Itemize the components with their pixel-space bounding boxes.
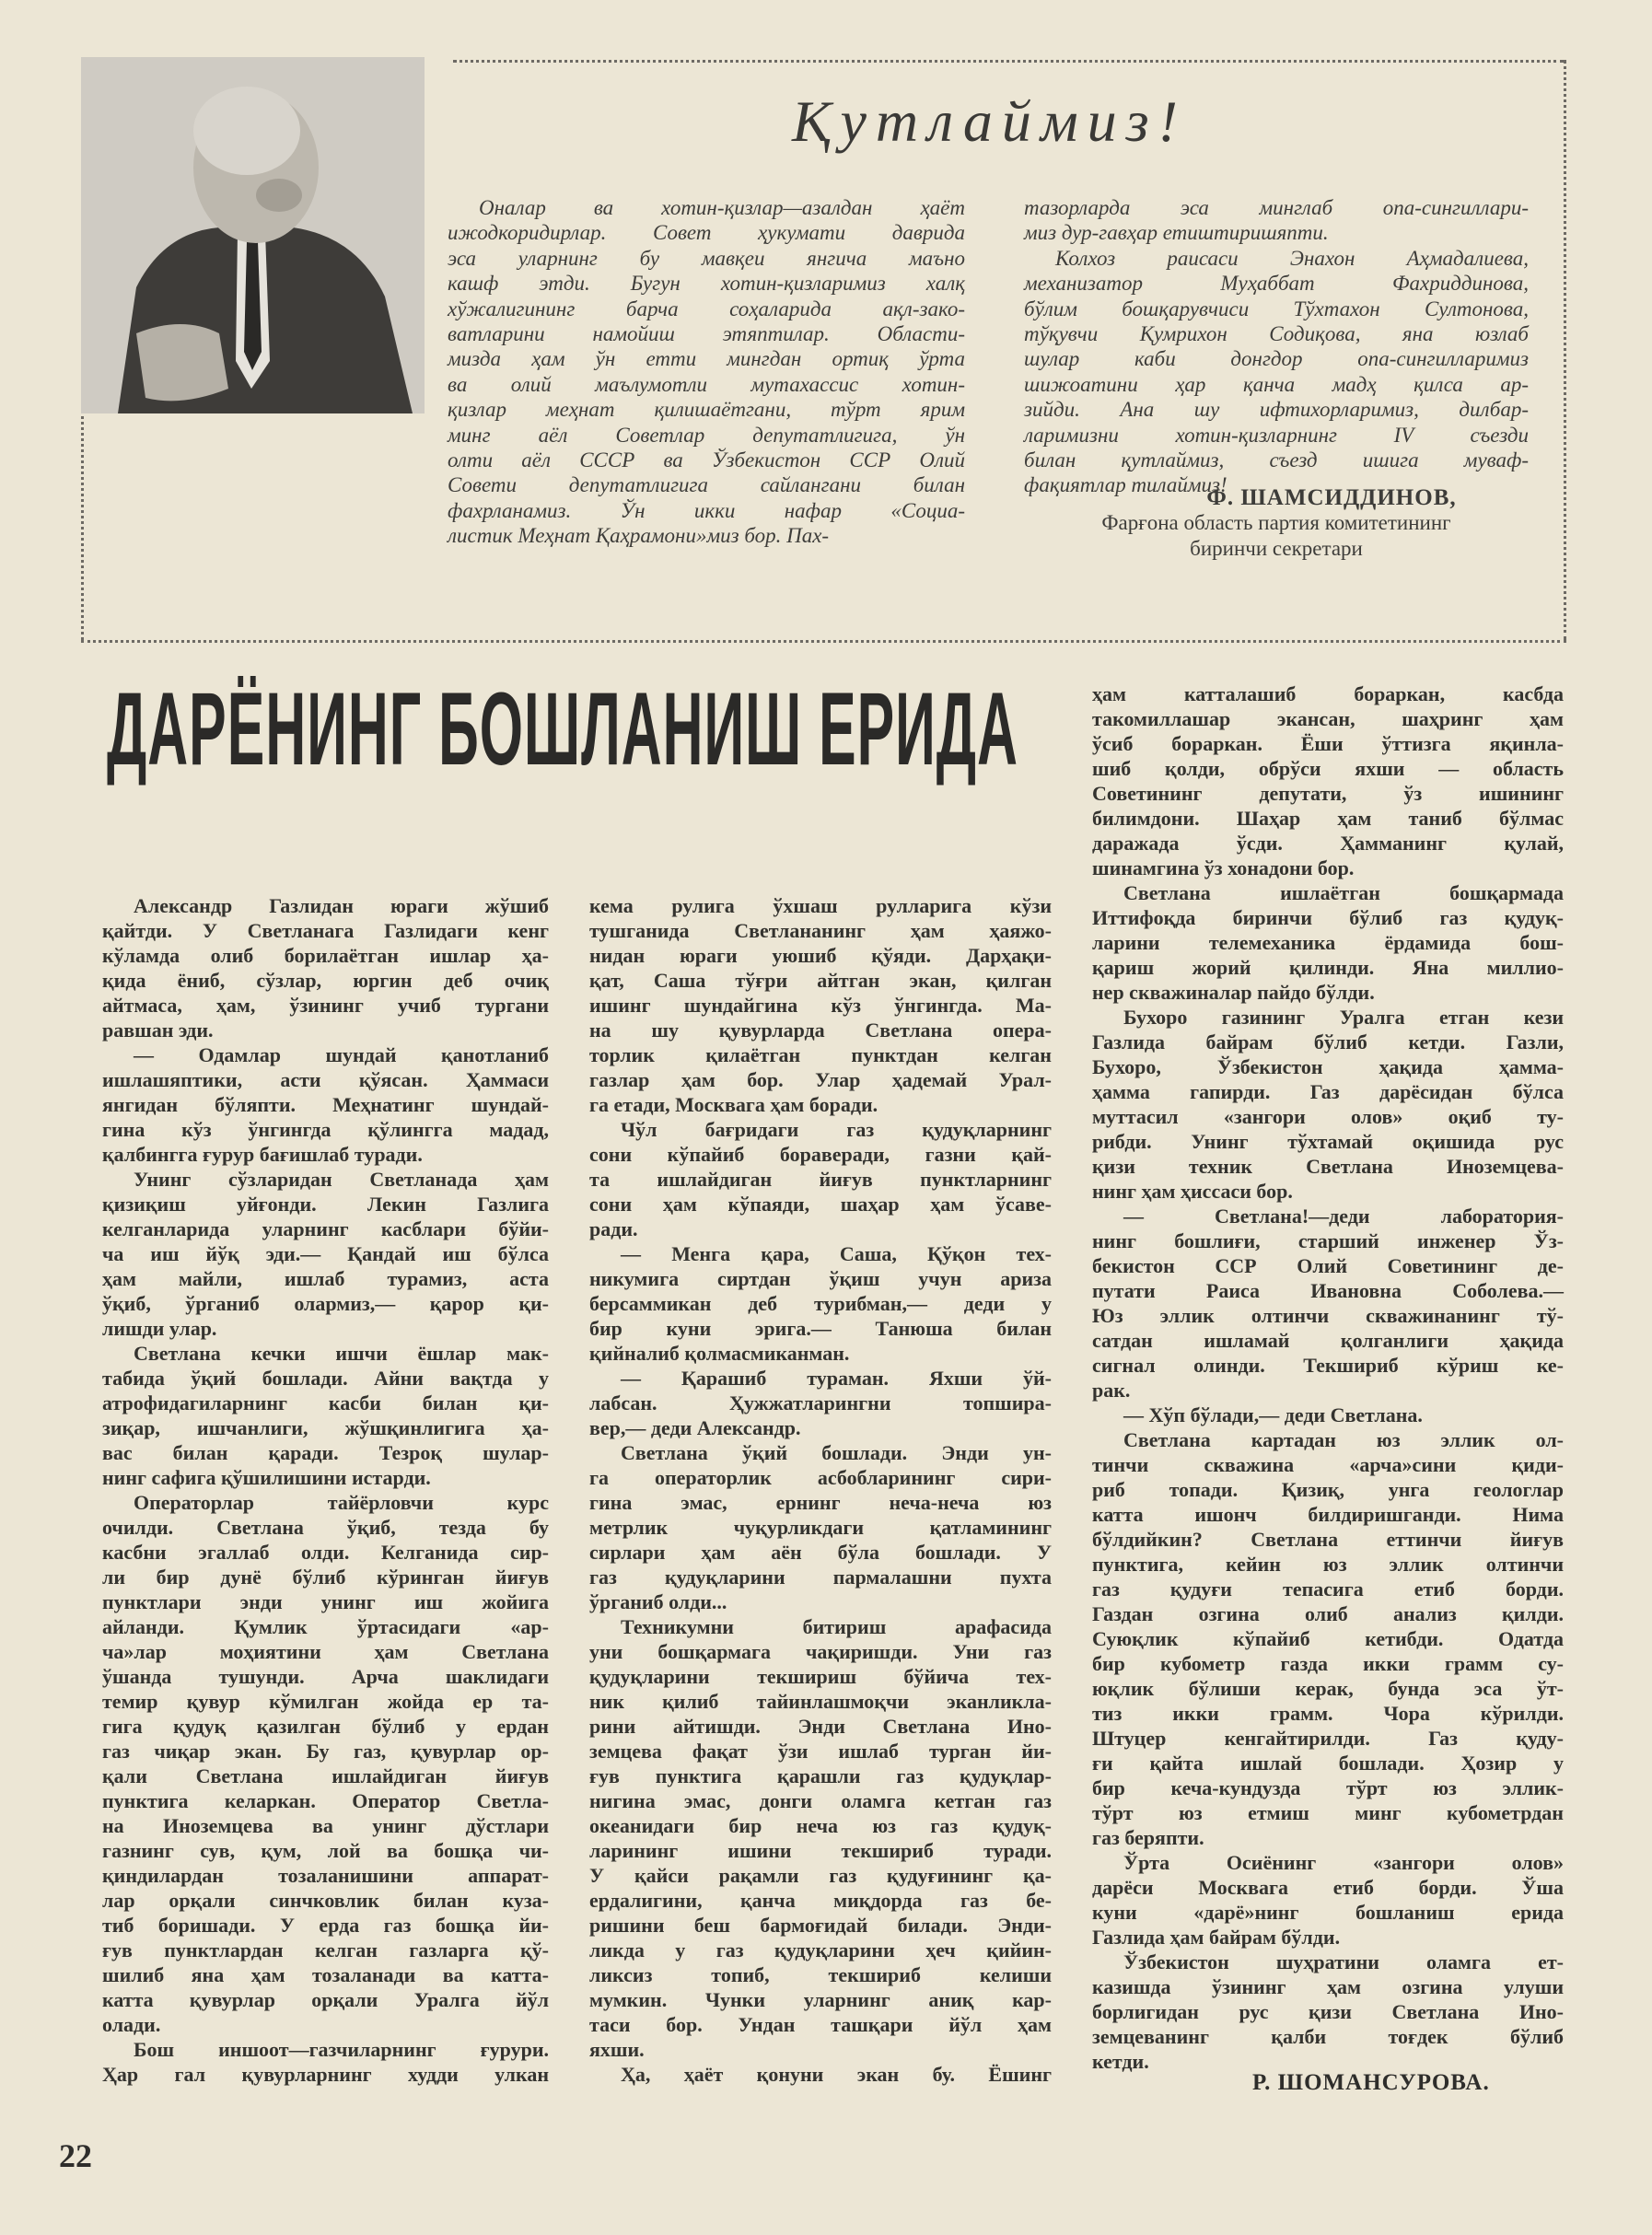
text-line: газлар ҳам бор. Улар ҳадемай Урал- xyxy=(589,1068,1052,1091)
text-line: қудуқларини текшириш бўйича тех- xyxy=(589,1665,1052,1688)
paragraph xyxy=(448,195,965,549)
text-line: вас билан қаради. Тезроқ шулар- xyxy=(102,1441,549,1464)
text-line: қат, Саша тўғри айтган экан, қилган xyxy=(589,969,1052,992)
text-line: темир қувур кўмилган жойда ер та- xyxy=(102,1690,549,1713)
paragraph xyxy=(1024,246,1529,498)
text-line: рак. xyxy=(1092,1379,1131,1402)
text-line: бўлдийкин? Светлана еттинчи йиғув xyxy=(1092,1528,1564,1551)
paragraph xyxy=(1024,195,1529,246)
text-line: ликда у газ қудуқларини ҳеч қийин- xyxy=(589,1938,1052,1961)
text-line: казишда ўзининг ҳам озгина улуши xyxy=(1092,1975,1564,1998)
text-line: ишинг шундайгина кўз ўнгингда. Ма- xyxy=(589,994,1052,1017)
text-line: Ҳар гал қувурларнинг худди улкан xyxy=(102,2063,549,2086)
text-line: пунктига, кейин юз эллик олтинчи xyxy=(1092,1553,1564,1576)
text-line: фахрланамиз. Ўн икки нафар «Социа- xyxy=(448,498,965,522)
text-line: пунктига келаркан. Оператор Светла- xyxy=(102,1789,549,1812)
text-line: кема рулига ўхшаш рулларига кўзи xyxy=(589,894,1052,917)
paragraph xyxy=(1092,880,1564,1005)
paragraph xyxy=(1092,1950,1564,2074)
text-line: ўшанда тушунди. Арча шаклидаги xyxy=(102,1665,549,1688)
text-line: Бош иншоот—газчиларнинг ғурури. xyxy=(134,2038,549,2061)
paragraph xyxy=(589,893,1052,1117)
text-line: лишди улар. xyxy=(102,1317,217,1340)
text-line: қизиқиш уйғонди. Лекин Газлига xyxy=(102,1193,549,1216)
text-line: даражада ўсди. Ҳамманинг қулай, xyxy=(1092,832,1564,855)
text-line: Иттифоқда биринчи бўлиб газ қудуқ- xyxy=(1092,906,1564,929)
text-line: кўламда олиб борилаётган ишлар ҳа- xyxy=(102,944,549,967)
box-border-top xyxy=(453,60,1564,63)
article-column-3 xyxy=(1092,681,1564,2074)
text-line: Совети депутатлигига сайлангани билан xyxy=(448,473,965,497)
text-line: ларини телемеханика ёрдамида бош- xyxy=(1092,931,1564,954)
text-line: торлик қилаётган пунктдан келган xyxy=(589,1043,1052,1066)
text-line: лабсан. Ҳужжатларингни топшира- xyxy=(589,1391,1052,1414)
text-line: ларининг ишини текшириб туради. xyxy=(589,1839,1052,1862)
text-line: қида ёниб, сўзлар, юргин деб очиқ xyxy=(102,969,549,992)
text-line: сигнал олинди. Текшириб кўриш ке- xyxy=(1092,1354,1564,1377)
paragraph xyxy=(1092,1850,1564,1950)
text-line: Советининг депутати, ўз ишининг xyxy=(1092,782,1564,805)
text-line: риб топади. Қизиқ, унга геологлар xyxy=(1092,1478,1564,1501)
text-line: Светлана ишлаётган бошқармада xyxy=(1123,881,1564,904)
text-line: муттасил «зангори олов» оқиб ту- xyxy=(1092,1105,1564,1128)
paragraph xyxy=(1092,1005,1564,1204)
text-line: — Менга қара, Саша, Қўқон тех- xyxy=(621,1242,1052,1265)
article-headline: ДАРЁНИНГ БОШЛАНИШ ЕРИДА xyxy=(107,671,1018,787)
text-line: — Одамлар шундай қанотланиб xyxy=(134,1043,549,1066)
article-author: Р. ШОМАНСУРОВА. xyxy=(1252,2070,1490,2095)
text-line: ғув пунктлардан келган газларга қў- xyxy=(102,1938,549,1961)
text-line: дарёси Москвага етиб борди. Ўша xyxy=(1092,1876,1564,1899)
text-line: га операторлик асбобларининг сири- xyxy=(589,1466,1052,1489)
paragraph xyxy=(102,2037,549,2087)
text-line: қали Светлана ишлайдиган йиғув xyxy=(102,1764,549,1787)
text-line: ердалигини, қанча миқдорда газ бе- xyxy=(589,1889,1052,1912)
text-line: қиндилардан тозаланишини аппарат- xyxy=(102,1864,549,1887)
text-line: бир кубометр газда икки грамм су- xyxy=(1092,1652,1564,1675)
text-line: қариш жорий қилинди. Яна миллио- xyxy=(1092,956,1564,979)
text-line: олти аёл СССР ва Ўзбекистон ССР Олий xyxy=(448,448,965,472)
text-line: тиз икки грамм. Чора кўрилди. xyxy=(1092,1702,1564,1725)
text-line: тўрт юз етмиш минг кубометрдан xyxy=(1092,1801,1564,1824)
greeting-title: Қутлаймиз! xyxy=(792,88,1187,154)
text-line: кетди. xyxy=(1092,2050,1149,2073)
text-line: сони кўпайиб бораверади, газни қай- xyxy=(589,1143,1052,1166)
text-line: лар орқали синчковлик билан куза- xyxy=(102,1889,549,1912)
text-line: таси бор. Ундан ташқари йўл ҳам xyxy=(589,2013,1052,2036)
text-line: шинамгина ўз хонадони бор. xyxy=(1092,856,1355,879)
text-line: сатдан ишламай қолганлиги ҳақида xyxy=(1092,1329,1564,1352)
text-line: Александр Газлидан юраги жўшиб xyxy=(134,894,549,917)
text-line: Светлана картадан юз эллик ол- xyxy=(1123,1428,1564,1451)
text-line: қизлар меҳнат қилишаётгани, тўрт ярим xyxy=(448,398,965,422)
text-line: ўсиб бораркан. Ёши ўттизга яқинла- xyxy=(1092,732,1564,755)
text-line: тушганида Светлананинг ҳам ҳаяжо- xyxy=(589,919,1052,942)
text-line: ник қилиб тайинлашмоқчи эканликла- xyxy=(589,1690,1052,1713)
text-line: миз дур-гавҳар етиштиришяпти. xyxy=(1024,221,1329,245)
text-line: Суюқлик кўпайиб кетибди. Одатда xyxy=(1092,1627,1564,1650)
text-line: нинг бошлиғи, старший инженер Ўз- xyxy=(1092,1229,1564,1252)
article-column-2 xyxy=(589,893,1052,2087)
text-line: ча»лар моҳиятини ҳам Светлана xyxy=(102,1640,549,1663)
text-line: ли бир дунё бўлиб кўринган йиғув xyxy=(102,1566,549,1589)
paragraph xyxy=(1092,1427,1564,1850)
text-line: Ҳа, ҳаёт қонуни экан бу. Ёшинг xyxy=(621,2063,1052,2086)
text-line: қийналиб қолмасмиканман. xyxy=(589,1342,850,1365)
text-line: катта қувурлар орқали Уралга йўл xyxy=(102,1988,549,2011)
text-line: ришини беш бармоғидай билади. Энди- xyxy=(589,1914,1052,1937)
text-line: газнинг сув, қум, лой ва бошқа чи- xyxy=(102,1839,549,1862)
text-line: ча иш йўқ эди.— Қандай иш бўлса xyxy=(102,1242,549,1265)
signature-position-line-2: биринчи секретари xyxy=(1190,536,1363,560)
text-line: шилиб яна ҳам тозаланади ва катта- xyxy=(102,1963,549,1986)
text-line: листик Меҳнат Қаҳрамони»миз бор. Пах- xyxy=(448,524,830,548)
text-line: ишлашяптики, асти қўясан. Ҳаммаси xyxy=(102,1068,549,1091)
paragraph xyxy=(102,1490,549,2037)
text-line: келганларида уларнинг касблари бўйи- xyxy=(102,1217,549,1240)
text-line: земцева фақат ўзи ишлаб турган йи- xyxy=(589,1740,1052,1763)
text-line: Бухоро газининг Уралга етган кези xyxy=(1123,1006,1564,1029)
paragraph xyxy=(589,2062,1052,2087)
text-line: гина кўз ўнгингда қўлингга мадад, xyxy=(102,1118,549,1141)
text-line: қалбингга ғурур бағишлаб туради. xyxy=(102,1143,423,1166)
text-line: Операторлар тайёрловчи курс xyxy=(134,1491,549,1514)
text-line: айтмаса, ҳам, ўзининг учиб тургани xyxy=(102,994,549,1017)
text-line: касбни эгаллаб олди. Келганида сир- xyxy=(102,1541,549,1564)
paragraph xyxy=(102,1341,549,1490)
text-line: ўқиб, ўрганиб олармиз,— қарор қи- xyxy=(102,1292,549,1315)
box-border-left xyxy=(81,416,84,640)
signature-position-line-1: Фарғона область партия комитетининг xyxy=(1101,511,1451,535)
text-line: уни бошқармага чақиришди. Уни газ xyxy=(589,1640,1052,1663)
text-line: қизи техник Светлана Иноземцева- xyxy=(1092,1155,1564,1178)
text-line: табида ўқий бошлади. Айни вақтда у xyxy=(102,1367,549,1390)
article-column-1 xyxy=(102,893,549,2087)
text-line: шижоатини ҳар қанча мадҳ қилса ар- xyxy=(1024,372,1529,396)
text-line: айланди. Қумлик ўртасидаги «ар- xyxy=(102,1615,549,1638)
text-line: ҳам катталашиб бораркан, касбда xyxy=(1092,682,1564,705)
text-line: Бухоро, Ўзбекистон ҳақида ҳамма- xyxy=(1092,1055,1564,1078)
text-line: бир куни эрига.— Танюша билан xyxy=(589,1317,1052,1340)
text-line: Техникумни битириш арафасида xyxy=(621,1615,1052,1638)
text-line: Штуцер кенгайтирилди. Газ қуду- xyxy=(1092,1727,1564,1750)
text-line: Оналар ва хотин-қизлар—азалдан ҳаёт xyxy=(479,196,965,219)
text-line: путати Раиса Ивановна Соболева.— xyxy=(1092,1279,1564,1302)
text-line: ва олий маълумотли мутахассис хотин- xyxy=(448,372,965,396)
text-line: равшан эди. xyxy=(102,1019,214,1042)
text-line: янгидан бўляпти. Меҳнатинг шундай- xyxy=(102,1093,549,1116)
text-line: Колхоз раисаси Энахон Аҳмадалиева, xyxy=(1055,246,1529,270)
text-line: такомиллашар экансан, шаҳринг ҳам xyxy=(1092,707,1564,730)
text-line: мумкин. Чунки уларнинг аниқ кар- xyxy=(589,1988,1052,2011)
text-line: — Светлана!—деди лаборатория- xyxy=(1123,1205,1564,1228)
text-line: рини айтишди. Энди Светлана Ино- xyxy=(589,1715,1052,1738)
paragraph xyxy=(1092,1403,1564,1427)
text-line: билимдони. Шаҳар ҳам таниб бўлмас xyxy=(1092,807,1564,830)
paragraph xyxy=(102,1167,549,1341)
page-number: 22 xyxy=(59,2137,92,2174)
paragraph xyxy=(102,1042,549,1167)
paragraph xyxy=(589,1366,1052,1440)
text-line: қайтди. У Светланага Газлидаги кенг xyxy=(102,919,549,942)
text-line: У қайси рақамли газ қудуғининг қа- xyxy=(589,1864,1052,1887)
text-line: Газлида байрам бўлиб кетди. Газли, xyxy=(1092,1030,1564,1053)
text-line: сони ҳам кўпаяди, шаҳар ҳам ўсаве- xyxy=(589,1193,1052,1216)
text-line: ғув пунктига қарашли газ қудуқлар- xyxy=(589,1764,1052,1787)
text-line: тазорларда эса минглаб опа-сингиллари- xyxy=(1024,196,1529,219)
text-line: ҳамма гапирди. Газ дарёсидан бўлса xyxy=(1092,1080,1564,1103)
paragraph xyxy=(589,1117,1052,1241)
text-line: зиқар, ишчанлиги, жўшқинлигига ҳа- xyxy=(102,1416,549,1439)
text-line: нинг сафига қўшилишини истарди. xyxy=(102,1466,431,1489)
text-line: тўқувчи Қумрихон Содиқова, яна юзлаб xyxy=(1024,322,1529,346)
text-line: шиб қолди, обрўси яхши — область xyxy=(1092,757,1564,780)
text-line: механизатор Муҳаббат Фахриддинова, xyxy=(1024,272,1529,296)
text-line: мизда ҳам ўн етти мингдан ортиқ ўрта xyxy=(448,347,965,371)
text-line: куни «дарё»нинг бошланиш ерида xyxy=(1092,1901,1564,1924)
text-line: нер скважиналар пайдо бўлди. xyxy=(1092,981,1375,1004)
text-line: ижодкоридирлар. Совет ҳукумати даврида xyxy=(448,221,965,245)
text-line: на Иноземцева ва унинг дўстлари xyxy=(102,1814,549,1837)
paragraph xyxy=(1092,1204,1564,1403)
text-line: Светлана кечки ишчи ёшлар мак- xyxy=(134,1342,549,1365)
paragraph xyxy=(589,1440,1052,1614)
text-line: ўрганиб олди... xyxy=(589,1590,727,1613)
paragraph xyxy=(102,893,549,1042)
text-line: ради. xyxy=(589,1217,638,1240)
box-border-bottom xyxy=(81,640,1566,643)
text-line: ларимизни хотин-қизларнинг IV съезди xyxy=(1024,423,1529,447)
text-line: рибди. Унинг тўхтамай оқишида рус xyxy=(1092,1130,1564,1153)
text-line: бир кеча-кундузда тўрт юз эллик- xyxy=(1092,1776,1564,1799)
text-line: шулар каби донгдор опа-сингилларимиз xyxy=(1024,347,1529,371)
text-line: га етади, Москвага ҳам боради. xyxy=(589,1093,878,1116)
text-line: олади. xyxy=(102,2013,161,2036)
text-line: — Хўп бўлади,— деди Светлана. xyxy=(1123,1403,1423,1426)
text-line: ҳам майли, ишлаб турамиз, аста xyxy=(102,1267,549,1290)
text-line: катта ишонч билдиришганди. Нима xyxy=(1092,1503,1564,1526)
text-line: тиб боришади. У ерда газ бошқа йи- xyxy=(102,1914,549,1937)
text-line: газ қудуғи тепасига етиб борди. xyxy=(1092,1577,1564,1601)
signature-name: Ф. ШАМСИДДИНОВ, xyxy=(1206,485,1457,510)
text-line: нидан юраги уюшиб қўяди. Дарҳақи- xyxy=(589,944,1052,967)
text-line: билан қутлаймиз, съезд ишига муваф- xyxy=(1024,448,1529,472)
text-line: зийди. Ана шу ифтихорларимиз, дилбар- xyxy=(1024,398,1529,422)
text-line: вер,— деди Александр. xyxy=(589,1416,801,1439)
text-line: Газлида ҳам байрам бўлди. xyxy=(1092,1926,1341,1949)
text-line: та ишлайдиган йиғув пунктларнинг xyxy=(589,1168,1052,1191)
text-line: Ўзбекистон шуҳратини оламга ет- xyxy=(1123,1950,1564,1973)
text-line: гига қудуқ қазилган бўлиб у ердан xyxy=(102,1715,549,1738)
text-line: газ қудуқларини пармалашни пухта xyxy=(589,1566,1052,1589)
text-line: борлигидан рус қизи Светлана Ино- xyxy=(1092,2000,1564,2023)
text-line: ватларини намойиш этяптилар. Области- xyxy=(448,322,965,346)
text-line: берсаммикан деб турибман,— деди у xyxy=(589,1292,1052,1315)
text-line: хўжалигининг барча соҳаларида ақл-зако- xyxy=(448,297,965,320)
greeting-column-1 xyxy=(448,195,965,549)
text-line: бўлим бошқарувчиси Тўхтахон Султонова, xyxy=(1024,297,1529,320)
text-line: метрлик чуқурликдаги қатламининг xyxy=(589,1516,1052,1539)
text-line: Ўрта Осиёнинг «зангори олов» xyxy=(1123,1851,1564,1874)
greeting-column-2 xyxy=(1024,195,1529,498)
text-line: яхши. xyxy=(589,2038,645,2061)
text-line: Газдан озгина олиб анализ қилди. xyxy=(1092,1602,1564,1625)
text-line: гина эмас, ернинг неча-неча юз xyxy=(589,1491,1052,1514)
text-line: нигина эмас, донги оламга кетган газ xyxy=(589,1789,1052,1812)
text-line: ғи қайта ишлай бошлади. Ҳозир у xyxy=(1092,1752,1564,1775)
text-line: — Қарашиб тураман. Яхши ўй- xyxy=(621,1367,1052,1390)
text-line: эса уларнинг бу мавқеи янгича маъно xyxy=(448,246,965,270)
paragraph xyxy=(589,1241,1052,1366)
text-line: океанидаги бир неча юз газ қудуқ- xyxy=(589,1814,1052,1837)
text-line: газ беряпти. xyxy=(1092,1826,1204,1849)
text-line: очилди. Светлана ўқиб, тезда бу xyxy=(102,1516,549,1539)
text-line: никумига сиртдан ўқиш учун ариза xyxy=(589,1267,1052,1290)
box-border-right xyxy=(1564,60,1566,640)
text-line: на шу қувурларда Светлана опера- xyxy=(589,1019,1052,1042)
greeting-signature xyxy=(1024,485,1529,561)
text-line: ликсиз топиб, текшириб келиши xyxy=(589,1963,1052,1986)
text-line: Чўл бағридаги газ қудуқларнинг xyxy=(621,1118,1052,1141)
text-line: пунктлари энди унинг иш жойига xyxy=(102,1590,549,1613)
text-line: Юз эллик олтинчи скважинанинг тў- xyxy=(1092,1304,1564,1327)
text-line: фақиятлар тилаймиз! xyxy=(1024,473,1227,497)
text-line: нинг ҳам ҳиссаси бор. xyxy=(1092,1180,1293,1203)
text-line: атрофидагиларнинг касби билан қи- xyxy=(102,1391,549,1414)
text-line: сирлари ҳам аён бўла бошлади. У xyxy=(589,1541,1052,1564)
text-line: кашф этди. Бугун хотин-қизларимиз халқ xyxy=(448,272,965,296)
portrait-photo xyxy=(81,57,425,413)
paragraph xyxy=(589,1614,1052,2062)
text-line: газ чиқар экан. Бу газ, қувурлар ор- xyxy=(102,1740,549,1763)
text-line: Унинг сўзларидан Светланада ҳам xyxy=(134,1168,549,1191)
text-line: Светлана ўқий бошлади. Энди ун- xyxy=(621,1441,1052,1464)
text-line: тинчи скважина «арча»сини қиди- xyxy=(1092,1453,1564,1476)
text-line: земцеванинг қалби тоғдек бўлиб xyxy=(1092,2025,1564,2048)
paragraph xyxy=(1092,681,1564,880)
text-line: юқлик бўлиши керак, бунда эса ўт- xyxy=(1092,1677,1564,1700)
text-line: минг аёл Советлар депутатлигига, ўн xyxy=(448,423,965,447)
text-line: бекистон ССР Олий Советининг де- xyxy=(1092,1254,1564,1277)
